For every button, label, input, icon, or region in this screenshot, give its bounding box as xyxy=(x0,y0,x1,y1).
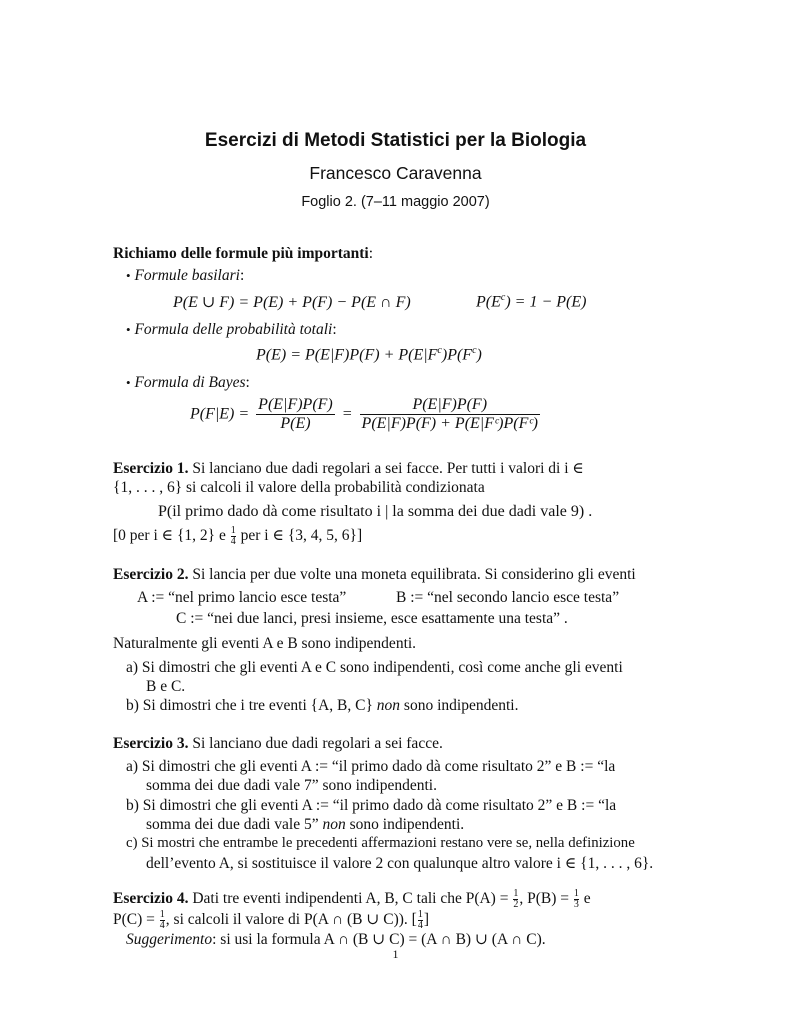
exercise-3-line1 xyxy=(113,735,443,753)
formula-union: P(E ∪ F) = P(E) + P(F) − P(E ∩ F) xyxy=(173,294,411,311)
formula-bayes xyxy=(190,396,543,433)
item-b-emphasis: non xyxy=(376,697,401,714)
formula-total xyxy=(256,345,482,364)
bayes-fraction-2 xyxy=(360,396,540,433)
exercise-2-indep: Naturalmente gli eventi A e B sono indipendenti. xyxy=(113,635,417,652)
bayes-equals: = xyxy=(341,405,353,423)
fraction-numerator: P(E|F)P(F) xyxy=(360,396,540,415)
answer-fraction xyxy=(231,526,236,547)
fraction-denominator: 4 xyxy=(230,536,236,547)
bullet-icon: • xyxy=(126,322,131,337)
page-number: 1 xyxy=(392,947,399,961)
exercise-3-item-c1: c) Si mostri che entrambe le precedenti affermazioni restano vere se, nella definizione xyxy=(126,835,635,851)
bullet-icon: • xyxy=(126,268,131,283)
bullet-suffix: : xyxy=(239,267,245,284)
complement-rhs: ) = 1 − P(E) xyxy=(505,293,587,311)
item-b2-emphasis: non xyxy=(322,816,346,833)
exercise-4-text1a: Dati tre eventi indipendenti A, B, C tali che P(A) = xyxy=(192,890,509,908)
exercise-4-text1c: e xyxy=(583,890,591,908)
exercise-3-item-a2: somma dei due dadi vale 7” sono indipendenti. xyxy=(146,777,437,794)
fraction-denominator: P(E) xyxy=(280,415,311,432)
exercise-1-formula: P(il primo dado dà come risultato i | la somma dei due dadi vale 9) . xyxy=(158,503,593,520)
total-sup1: c xyxy=(437,345,442,356)
bullet-label: Formule basilari xyxy=(134,267,240,284)
page-title: Esercizi di Metodi Statistici per la Biologia xyxy=(204,130,587,151)
fraction-denominator: 3 xyxy=(573,899,579,910)
total-part2: )P(F xyxy=(441,346,473,364)
exercise-2-label: Esercizio 2. xyxy=(113,566,189,583)
event-c-def: C := “nei due lanci, presi insieme, esce esattamente una testa” . xyxy=(176,610,568,627)
exercise-3-item-b2 xyxy=(146,816,464,834)
fraction-numerator: 1 xyxy=(513,888,519,899)
exercise-4-text2a: P(C) = xyxy=(113,911,155,929)
pc-fraction xyxy=(160,910,165,931)
total-sup2: c xyxy=(472,345,477,356)
exercise-2-item-a1: a) Si dimostri che gli eventi A e C sono indipendenti, così come anche gli eventi xyxy=(126,659,623,676)
total-part3: ) xyxy=(476,346,482,364)
exercise-3-item-b1: b) Si dimostri che gli eventi A := “il primo dado dà come risultato 2” e B := “la xyxy=(126,797,617,814)
exercise-1-text1: Si lanciano due dadi regolari a sei facce. Per tutti i valori di i ∈ xyxy=(192,460,584,477)
exercise-3-item-a1: a) Si dimostri che gli eventi A := “il primo dado dà come risultato 2” e B := “la xyxy=(126,758,616,775)
pa-fraction xyxy=(513,889,518,910)
exercise-4-label: Esercizio 4. xyxy=(113,890,189,908)
hint-text: : si usi la formula A ∩ (B ∪ C) = (A ∩ B) ∪ (A ∩ C). xyxy=(212,931,546,948)
bullet-bayes xyxy=(126,374,250,392)
bullet-label: Formula delle probabilità totali xyxy=(134,321,333,338)
exercise-3-item-c2: dell’evento A, si sostituisce il valore 2 con qualunque altro valore i ∈ {1, . . . , 6}. xyxy=(146,855,654,872)
fraction-numerator: 1 xyxy=(159,909,165,920)
item-b2-post: sono indipendenti. xyxy=(349,816,465,833)
exercise-3-label: Esercizio 3. xyxy=(113,735,189,752)
fraction-denominator: 4 xyxy=(417,920,423,931)
recap-heading-colon: : xyxy=(368,245,374,262)
fraction-numerator: 1 xyxy=(573,888,579,899)
fraction-denominator: 4 xyxy=(159,920,165,931)
bullet-total xyxy=(126,321,337,339)
event-b-def: B := “nel secondo lancio esce testa” xyxy=(396,589,620,606)
exercise-2-text1: Si lancia per due volte una moneta equilibrata. Si considerino gli eventi xyxy=(192,566,636,583)
exercise-4-text2b: , si calcoli il valore di P(A ∩ (B ∪ C)). [ xyxy=(165,911,417,929)
answer-part-a: [0 per i ∈ {1, 2} e xyxy=(113,527,226,545)
bullet-basic xyxy=(126,267,244,285)
pb-fraction xyxy=(574,889,579,910)
bullet-label: Formula di Bayes xyxy=(134,374,246,391)
hint-label: Suggerimento xyxy=(126,931,213,948)
exercise-1-line2: {1, . . . , 6} si calcoli il valore della probabilità condizionata xyxy=(113,479,485,496)
bayes-fraction-1 xyxy=(256,396,335,433)
item-b-post: sono indipendenti. xyxy=(403,697,519,714)
author: Francesco Caravenna xyxy=(309,163,482,183)
event-a-def: A := “nel primo lancio esce testa” xyxy=(137,589,347,606)
exercise-4-line1 xyxy=(113,889,591,910)
bayes-lhs: P(F|E) = xyxy=(190,405,250,423)
exercise-2-item-b xyxy=(126,697,518,715)
exercise-4-text1b: , P(B) = xyxy=(519,890,569,908)
fraction-numerator: 1 xyxy=(417,909,423,920)
item-b2-pre: somma dei due dadi vale 5” xyxy=(146,816,319,833)
exercise-1-label: Esercizio 1. xyxy=(113,460,189,477)
fraction-numerator: 1 xyxy=(230,525,236,536)
formula-complement xyxy=(476,292,586,311)
complement-lhs: P(E xyxy=(476,293,501,311)
answer-fraction xyxy=(418,910,423,931)
exercise-3-text1: Si lanciano due dadi regolari a sei facce. xyxy=(192,735,443,752)
bullet-icon: • xyxy=(126,375,131,390)
recap-heading xyxy=(113,245,373,263)
bullet-suffix: : xyxy=(332,321,337,338)
exercise-4-line2 xyxy=(113,910,429,931)
bullet-suffix: : xyxy=(245,374,250,391)
item-b-pre: b) Si dimostri che i tre eventi {A, B, C} xyxy=(126,697,373,714)
recap-heading-text: Richiamo delle formule più importanti xyxy=(113,245,369,262)
fraction-denominator: 2 xyxy=(513,899,519,910)
exercise-2-line1 xyxy=(113,566,636,584)
exercise-1-answer xyxy=(113,526,362,547)
fraction-denominator: P(E|F)P(F) + P(E|Fᶜ)P(Fᶜ) xyxy=(361,415,538,432)
exercise-2-item-a2: B e C. xyxy=(146,678,186,695)
complement-sup: c xyxy=(500,292,506,303)
answer-part-b: per i ∈ {3, 4, 5, 6}] xyxy=(240,527,363,545)
sheet-info: Foglio 2. (7–11 maggio 2007) xyxy=(301,194,490,210)
fraction-numerator: P(E|F)P(F) xyxy=(258,396,333,413)
exercise-4-text2c: ] xyxy=(423,911,429,929)
total-part1: P(E) = P(E|F)P(F) + P(E|F xyxy=(256,346,438,364)
exercise-1-line1 xyxy=(113,459,584,478)
